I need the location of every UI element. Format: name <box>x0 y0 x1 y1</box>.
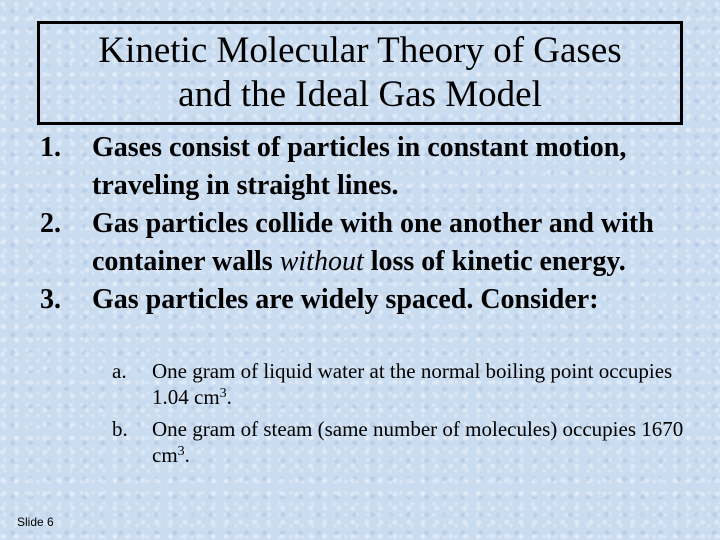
sub-point-text: One gram of liquid water at the normal boiling point occupies 1.04 cm <box>152 359 673 409</box>
sub-points-list <box>112 358 692 474</box>
main-point-3 <box>40 281 710 319</box>
main-point-text: Gases consist of particles in constant motion, traveling in straight lines. <box>92 132 627 201</box>
main-point-text: Gas particles are widely spaced. Consider: <box>92 284 599 315</box>
superscript: 3 <box>219 386 227 401</box>
main-point-text: Gas particles collide with one another and with container walls <box>92 208 654 277</box>
main-point-text-end: loss of kinetic energy. <box>363 246 626 277</box>
slide-title-line-1: Kinetic Molecular Theory of Gases <box>98 30 622 71</box>
sub-point-end: . <box>226 385 232 409</box>
main-point-1 <box>40 129 710 205</box>
sub-point-letter: b. <box>112 417 128 441</box>
main-point-2 <box>40 205 710 281</box>
slide-title-line-2: and the Ideal Gas Model <box>178 74 542 115</box>
superscript: 3 <box>177 444 185 459</box>
slide-title-box <box>37 21 683 125</box>
main-point-number: 2. <box>40 208 61 239</box>
main-points-list <box>40 129 710 319</box>
sub-point-letter: a. <box>112 359 127 383</box>
sub-point-a <box>112 358 692 410</box>
sub-point-end: . <box>184 443 190 467</box>
sub-point-b <box>112 416 692 468</box>
main-point-emphasis: without <box>279 246 364 277</box>
main-point-number: 3. <box>40 284 61 315</box>
sub-point-text: One gram of steam (same number of molecules) occupies 1670 cm <box>152 417 684 467</box>
slide-number: Slide 6 <box>17 515 54 529</box>
main-point-number: 1. <box>40 132 61 163</box>
